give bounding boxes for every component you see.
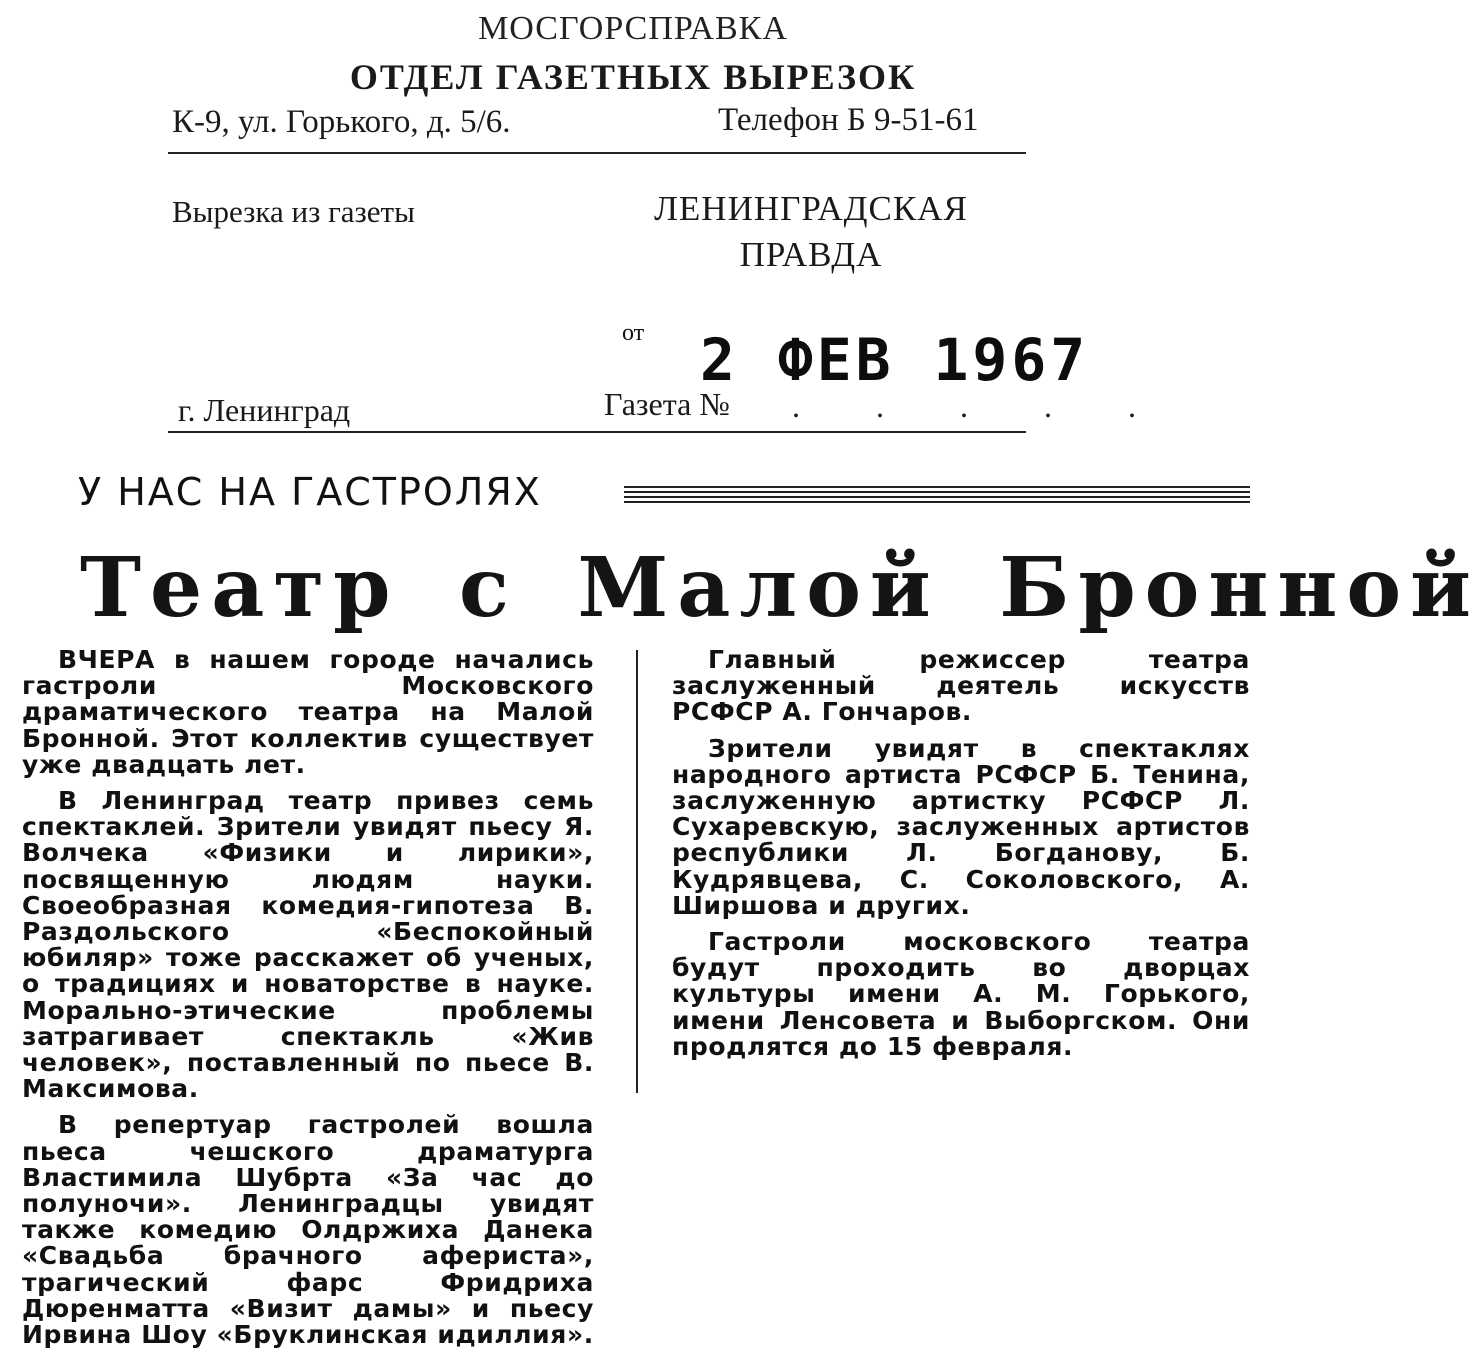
article-column-right	[672, 647, 1250, 1070]
paragraph: В Ленинград театр привез семь спектаклей. Зрители увидят пьесу Я. Волчека «Физики и лирики», посвященную людям науки. Своеобразная комедия-гипотеза В. Раздольского «Беспокойный юбиляр» тоже расскажет об ученых, о традициях и новаторстве в науке. Морально-этические проблемы затрагивает спектакль «Жив человек», поставленный по пьесе В. Максимова.	[22, 786, 594, 1104]
paragraph: Гастроли московского театра будут проходить во дворцах культуры имени А. М. Горького, имени Ленсовета и Выборгском. Они продлятся до 15 февраля.	[672, 927, 1250, 1061]
rubric-heading: У НАС НА ГАСТРОЛЯХ	[78, 470, 542, 514]
date-prefix: от	[622, 320, 645, 346]
article-column-left	[22, 647, 594, 1358]
paragraph: Зрители увидят в спектаклях народного артиста РСФСР Б. Тенина, заслуженную артистку РСФСР Л. Сухаревскую, заслуженных артистов республики Л. Богданову, Б. Кудрявцева, С. Соколовского, А. Ширшова и других.	[672, 733, 1250, 920]
paragraph: В репертуар гастролей вошла пьеса чешского драматурга Властимила Шубрта «За час до полуночи». Ленинградцы увидят также комедию Олдржиха Данека «Свадьба брачного афериста», трагический фарс Фридриха Дюренматта «Визит дамы» и пьесу Ирвина Шоу «Бруклинская идиллия».	[22, 1110, 594, 1350]
agency-name: МОСГОРСПРАВКА	[478, 10, 788, 47]
rubric-lines	[624, 486, 1250, 506]
issue-number-dots: . . . . .	[792, 388, 1170, 424]
date-stamp: 2 ФЕВ 1967	[700, 326, 1090, 394]
article-title: Театр с Малой Бронной	[80, 540, 1480, 636]
clipping-label: Вырезка из газеты	[172, 194, 415, 229]
address: К-9, ул. Горького, д. 5/6.	[172, 104, 511, 140]
header-rule	[168, 152, 1026, 154]
newspaper-name: ЛЕНИНГРАДСКАЯ ПРАВДА	[654, 189, 968, 274]
paragraph: Главный режиссер театра заслуженный деятель искусств РСФСР А. Гончаров.	[672, 645, 1250, 727]
column-divider	[636, 650, 638, 1093]
department-name: ОТДЕЛ ГАЗЕТНЫХ ВЫРЕЗОК	[349, 57, 917, 97]
issue-label: Газета №	[604, 386, 730, 422]
clipping-rule	[168, 431, 1026, 433]
city-label: г. Ленинград	[178, 392, 351, 428]
phone-number: Телефон Б 9-51-61	[718, 102, 979, 138]
paragraph: ВЧЕРА в нашем городе начались гастроли Московского драматического театра на Малой Бронной. Этот коллектив существует уже двадцать лет.	[22, 645, 594, 779]
